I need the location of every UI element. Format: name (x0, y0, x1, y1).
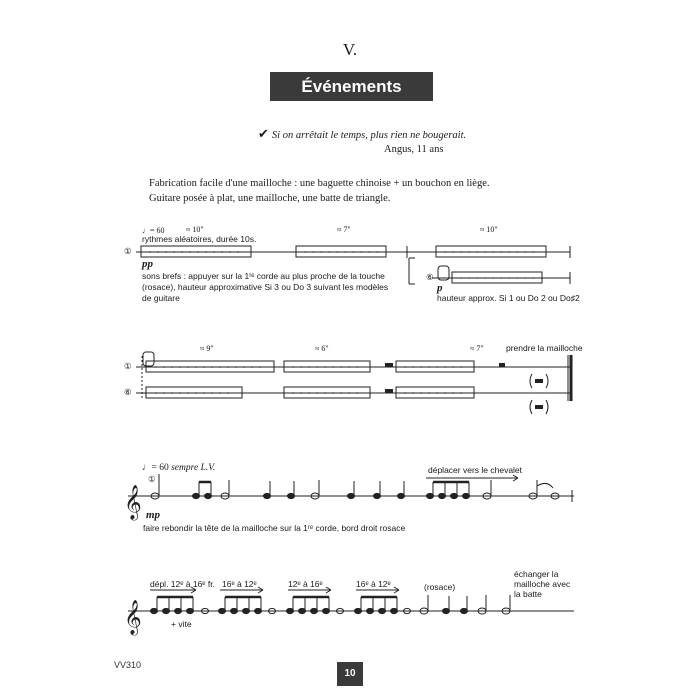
dynamic-marking: pp (142, 258, 153, 270)
catalog-code: VV310 (114, 660, 142, 670)
duration-label: ≈ 10" (186, 225, 204, 234)
exchange-note: mailloche avec (514, 579, 571, 589)
exchange-note: échanger la (514, 569, 559, 579)
duration-label: ≈ 7" (337, 225, 351, 234)
half-rest (385, 389, 393, 393)
whole-rest (535, 405, 543, 409)
whole-rest (535, 379, 543, 383)
shift-label: 12ᵉ à 16ᵉ (288, 579, 323, 589)
box-dots (155, 366, 462, 394)
tempo-marking: ♩= 60 (142, 226, 165, 235)
checkmark-icon: ✔ (258, 126, 269, 141)
dynamic-marking: p (437, 282, 443, 294)
string-number: ① (148, 474, 156, 484)
intro-line-2: Guitare posée à plat, une mailloche, une batte de triangle. (149, 193, 391, 204)
performance-note: (rosace), hauteur approximative Si 3 ou Do 3 suivant les modèles (142, 282, 389, 292)
instruction-text: prendre la mailloche (506, 343, 583, 353)
quote-text: Si on arrêtait le temps, plus rien ne bougerait. (271, 130, 467, 141)
duration-label: ≈ 9" (200, 344, 214, 353)
chapter-title: Événements (270, 72, 433, 101)
chapter-number: V. (342, 40, 358, 59)
shift-label: 16ᵉ à 12ᵉ (222, 579, 257, 589)
shift-label: 16ᵉ à 12ᵉ (356, 579, 391, 589)
performance-note: faire rebondir la tête de la mailloche sur la 1ʳᵉ corde, bord droit rosace (143, 523, 406, 533)
treble-clef-icon: 𝄞 (124, 485, 142, 520)
string-number: ⑥ (426, 272, 434, 282)
shift-label: dépl. 12ᵉ à 16ᵉ fr. (150, 579, 215, 589)
epigraph-attribution: Angus, 11 ans (384, 144, 444, 155)
tempo-marking (142, 463, 215, 473)
tempo-value: ♩= 60 (142, 463, 169, 473)
page-number: 10 (337, 662, 363, 686)
notes-system3 (124, 474, 559, 521)
tempo-change: + vite (171, 619, 192, 629)
duration-label: ≈ 6" (315, 344, 329, 353)
string-number: ⑥ (124, 387, 132, 397)
shift-label: (rosace) (424, 582, 456, 592)
string-number: ① (124, 361, 132, 371)
half-rest (385, 363, 393, 367)
performance-note: sons brefs : appuyer sur la 1ʳᵉ corde au plus proche de la touche (142, 271, 385, 281)
half-rest (499, 363, 505, 367)
treble-clef-icon: 𝄞 (124, 600, 142, 635)
string-number: ① (124, 246, 132, 256)
instruction-text: déplacer vers le chevalet (428, 465, 523, 475)
duration-label: ≈ 7" (470, 344, 484, 353)
duration-label: ≈ 10" (480, 225, 498, 234)
intro-line-1: Fabrication facile d'une mailloche : une baguette chinoise + un bouchon en liège. (149, 178, 490, 189)
tempo-word: sempre L.V. (171, 463, 216, 473)
exchange-note: la batte (514, 589, 542, 599)
rhythm-instruction: rythmes aléatoires, durée 10s. (142, 234, 257, 244)
pitch-note: hauteur approx. Si 1 ou Do 2 ou Do♯2 (437, 293, 580, 303)
performance-note: de guitare (142, 293, 180, 303)
dynamic-marking: mp (146, 509, 161, 521)
